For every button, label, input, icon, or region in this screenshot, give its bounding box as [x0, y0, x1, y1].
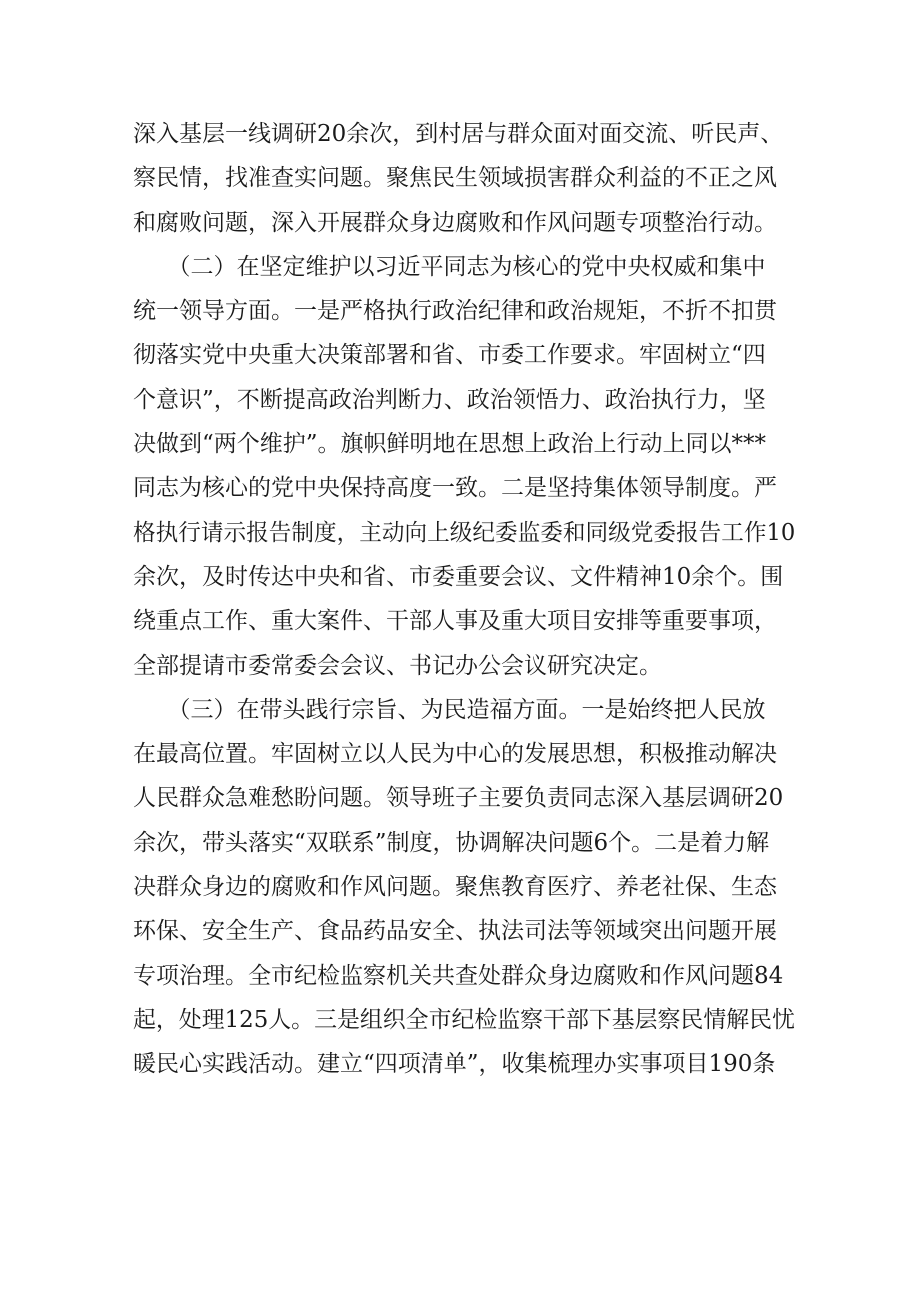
body-text: [133, 112, 795, 1087]
paragraph-heading-line: （二）在坚定维护以习近平同志为核心的党中央权威和集中: [133, 253, 766, 280]
text-line: 余次，带头落实“双联系”制度，协调解决问题6个。二是着力解: [133, 829, 770, 856]
text-line: 决做到“两个维护”。旗帜鲜明地在思想上政治上行动上同以***: [133, 431, 767, 458]
text-line: 余次，及时传达中央和省、市委重要会议、文件精神10余个。围: [133, 563, 784, 590]
text-line: 全部提请市委常委会会议、书记办公会议研究决定。: [133, 652, 662, 679]
text-line: 环保、安全生产、食品药品安全、执法司法等领域突出问题开展: [133, 918, 777, 945]
text-line: 察民情，找准查实问题。聚焦民生领域损害群众利益的不正之风: [133, 165, 777, 192]
text-line: 个意识”，不断提高政治判断力、政治领悟力、政治执行力，坚: [133, 386, 766, 413]
text-line: 绕重点工作、重大案件、干部人事及重大项目安排等重要事项，: [133, 608, 777, 635]
text-line: 统一领导方面。一是严格执行政治纪律和政治规矩，不折不扣贯: [133, 298, 777, 325]
text-line: 和腐败问题，深入开展群众身边腐败和作风问题专项整治行动。: [133, 209, 777, 236]
text-line: 决群众身边的腐败和作风问题。聚焦教育医疗、养老社保、生态: [133, 874, 777, 901]
text-line: 彻落实党中央重大决策部署和省、市委工作要求。牢固树立“四: [133, 342, 766, 369]
text-line: 专项治理。全市纪检监察机关共查处群众身边腐败和作风问题84: [133, 962, 784, 989]
text-line: 同志为核心的党中央保持高度一致。二是坚持集体领导制度。严: [133, 475, 777, 502]
text-line: 深入基层一线调研20余次，到村居与群众面对面交流、听民声、: [133, 121, 784, 147]
text-line: 人民群众急难愁盼问题。领导班子主要负责同志深入基层调研20: [133, 785, 784, 812]
paragraph-heading-line: （三）在带头践行宗旨、为民造福方面。一是始终把人民放: [133, 696, 766, 723]
text-line: 暖民心实践活动。建立“四项清单”，收集梳理办实事项目190条: [133, 1051, 776, 1078]
text-line: 起，处理125人。三是组织全市纪检监察干部下基层察民情解民忧: [133, 1006, 795, 1033]
text-line: 在最高位置。牢固树立以人民为中心的发展思想，积极推动解决: [133, 741, 777, 768]
text-line: 格执行请示报告制度，主动向上级纪委监委和同级党委报告工作10: [133, 519, 796, 546]
